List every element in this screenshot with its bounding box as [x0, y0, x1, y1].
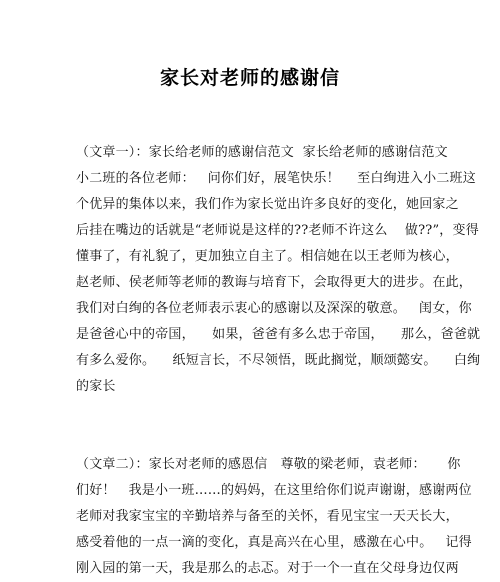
paragraph-line: 赵老师、侯老师等老师的教诲与培育下，会取得更大的进步。在此，: [76, 275, 473, 290]
paragraph-line: 老师对我家宝宝的辛勤培养与备至的关怀，看见宝宝一天天长大，: [76, 509, 459, 524]
paragraph-line: 我们对白绚的各位老师表示衷心的感谢以及深深的敬意。 闺女，你: [76, 301, 472, 316]
paragraph-line: （文章一）：家长给老师的感谢信范文 家长给老师的感谢信范文: [76, 145, 448, 160]
paragraph-spacer: [76, 426, 432, 452]
paragraph-line: 个优异的集体以来，我们作为家长觉出许多良好的变化，她回家之: [76, 197, 459, 212]
paragraph-line: 有多么爱你。 纸短言长，不尽领悟，既此搁觉，顺颂懿安。 白绚: [76, 353, 481, 368]
paragraph-line: 懂事了，有礼貌了，更加独立自主了。相信她在以王老师为核心，: [76, 249, 459, 264]
paragraph-line: 后挂在嘴边的话就是“老师说是这样的??老师不许这么 做??”，变得: [76, 223, 479, 238]
paragraph-line: 们好！ 我是小一班……的妈妈，在这里给你们说声谢谢，感谢两位: [76, 483, 472, 498]
document-title: 家长对老师的感谢信: [159, 67, 340, 89]
paragraph-line: 是爸爸心中的帝国， 如果，爸爸有多么忠于帝国， 那么，爸爸就: [76, 327, 481, 342]
paragraph-line: 感受着他的一点一滴的变化，真是高兴在心里，感激在心中。 记得: [76, 535, 472, 550]
paragraph-spacer: [76, 400, 432, 426]
paragraph-line: 刚入园的第一天，我是那么的忐忑。对于一个一直在父母身边仅两: [76, 561, 459, 576]
paragraph-line: 小二班的各位老师： 问你们好，展笔快乐！ 至白绚进入小二班这: [76, 171, 476, 186]
paragraph-line: （文章二）：家长对老师的感恩信 尊敬的梁老师，袁老师： 你: [76, 457, 461, 472]
document-body: [76, 140, 481, 582]
paragraph-line: 的家长: [76, 379, 116, 394]
